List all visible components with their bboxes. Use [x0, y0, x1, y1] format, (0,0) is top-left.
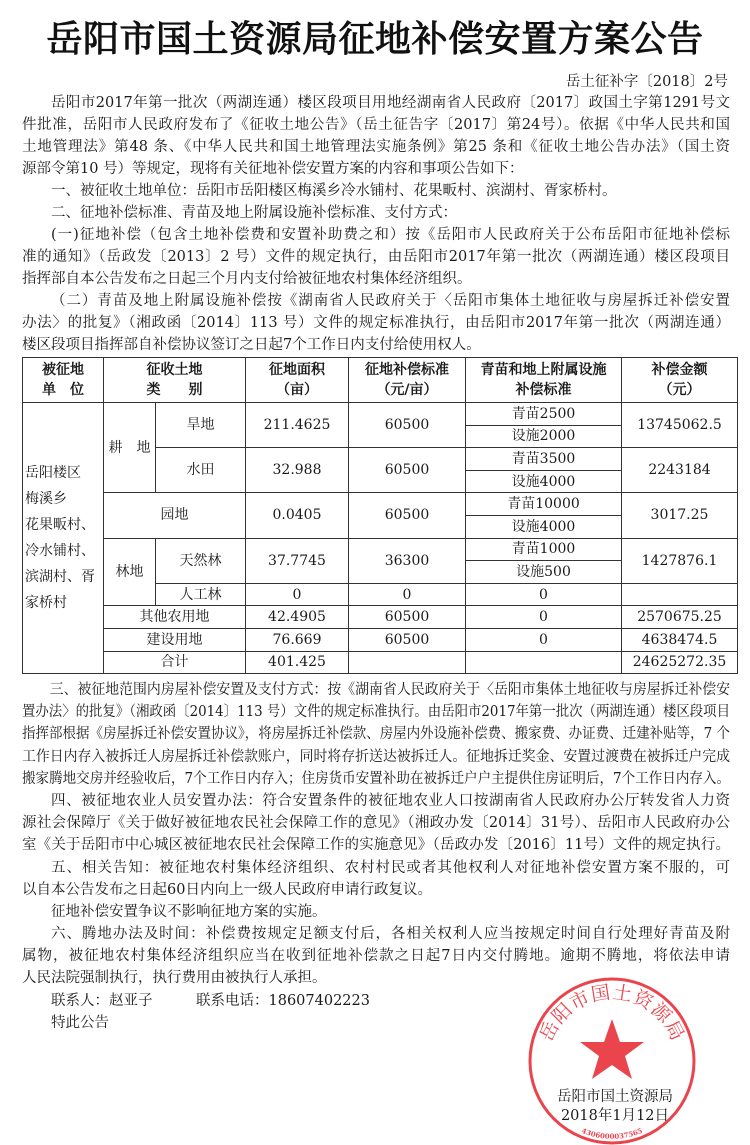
table-row	[23, 606, 738, 629]
text-line: 联系人：赵亚子 联系电话：18607402223	[51, 992, 370, 1009]
header-area: 征地面积 （亩）	[246, 358, 349, 403]
seal-code: 4306000037565	[580, 1126, 644, 1141]
page-title: 岳阳市国土资源局征地补偿安置方案公告	[46, 18, 704, 60]
land-type-cell: 旱地	[156, 403, 246, 448]
area-cell: 32.988	[246, 448, 349, 493]
land-type-cell: 建设用地	[104, 628, 246, 651]
header-land-type: 征收土地 类 别	[104, 358, 246, 403]
total-label: 合计	[104, 651, 246, 674]
amount-cell: 13745062.5	[622, 403, 738, 448]
text-line: 一、被征收土地单位：岳阳市岳阳楼区梅溪乡冷水铺村、花果畈村、滨湖村、胥家桥村。	[51, 183, 617, 199]
land-type-cell: 水田	[156, 448, 246, 493]
area-cell: 0	[246, 583, 349, 606]
compensation-table	[22, 357, 738, 674]
signature-date: 2018年1月12日	[560, 1108, 670, 1124]
header-standard: 征地补偿标准 （元/亩）	[349, 358, 466, 403]
text-line: 准的通知》（岳政发〔2013〕2 号）文件的规定执行，由岳阳市2017年第一批次（两湖连通）楼区段项目	[22, 249, 730, 265]
area-cell: 211.4625	[246, 403, 349, 448]
text-line: 特此公告	[51, 1014, 109, 1031]
header-amount: 补偿金额 （元）	[622, 358, 738, 403]
text-line: 征地补偿安置争议不影响征地方案的实施。	[51, 903, 327, 920]
text-line: 室《关于岳阳市中心城区被征地农民社会保障工作的实施意见》（岳政办发〔2016〕11号）文件的规定执行。	[22, 837, 730, 854]
text-line: 指挥部根据《房屋拆迁补偿安置协议》，将房屋拆迁补偿款、房屋内外设施补偿费、搬家费、办证费、迁建补贴等，7 个	[22, 726, 730, 743]
crops-cell: 0	[466, 606, 622, 629]
text-line: 三、被征地范围内房屋补偿安置及支付方式：按《湖南省人民政府关于〈岳阳市集体土地征收与房屋拆迁补偿安	[49, 682, 730, 698]
signature-block	[540, 1088, 690, 1126]
amount-cell: 2243184	[622, 448, 738, 493]
land-type-cell: 其他农用地	[104, 606, 246, 629]
group-forest: 林地	[104, 538, 156, 606]
amount-cell: 3017.25	[622, 493, 738, 538]
table-row	[23, 403, 738, 426]
header-unit: 被征地 单 位	[23, 358, 104, 403]
text-line: 指挥部自本公告发布之日起三个月内支付给被征地农村集体经济组织。	[22, 271, 472, 287]
text-line: （二）青苗及地上附属设施补偿按《湖南省人民政府关于〈岳阳市集体土地征收与房屋拆迁补偿安置	[51, 293, 730, 309]
text-line: 楼区段项目指挥部自补偿协议签订之日起7个工作日内支付给使用权人。	[22, 337, 481, 353]
area-cell: 0.0405	[246, 493, 349, 538]
amount-cell	[622, 583, 738, 606]
standard-cell: 60500	[349, 606, 466, 629]
text-line: 以自本公告发布之日起60日内向上一级人民政府申请行政复议。	[22, 881, 432, 898]
crops-cell	[466, 651, 622, 674]
text-line: 土地管理法》第48 条、《中华人民共和国土地管理法实施条例》第25 条和《征收土地公告办法》（国土资	[22, 139, 730, 155]
table-total-row	[23, 651, 738, 674]
seal-star-icon	[580, 1019, 644, 1079]
standard-cell: 60500	[349, 448, 466, 493]
crops-cell: 青苗1000	[466, 538, 622, 561]
amount-cell: 2570675.25	[622, 606, 738, 629]
crops-cell: 青苗2500	[466, 403, 622, 426]
standard-cell: 60500	[349, 403, 466, 448]
group-cultivated: 耕 地	[104, 403, 156, 493]
total-area: 401.425	[246, 651, 349, 674]
text-line: (一)征地补偿（包含土地补偿费和安置补助费之和）按《岳阳市人民政府关于公布岳阳市征地补偿标	[51, 227, 730, 243]
facility-cell: 设施4000	[466, 470, 622, 493]
amount-cell: 1427876.1	[622, 538, 738, 583]
text-line: 办法〉的批复》（湘政函〔2014〕113 号）文件的规定标准执行，由岳阳市2017年第一批次（两湖连通）	[22, 315, 730, 331]
body-section-1	[22, 92, 730, 356]
amount-cell: 4638474.5	[622, 628, 738, 651]
text-line: 件批准，岳阳市人民政府发布了《征收土地公告》（岳土征告字〔2017〕第24号）。依据《中华人民共和国	[22, 117, 730, 133]
crops-cell: 0	[466, 583, 622, 606]
crops-cell: 0	[466, 628, 622, 651]
land-type-cell: 天然林	[156, 538, 246, 583]
text-line: 六、腾地办法及时间：补偿费按规定足额支付后，各相关权利人应当按规定时间自行处理好青苗及附	[51, 926, 730, 943]
table-row	[23, 493, 738, 516]
text-line: 五、相关告知：被征地农村集体经济组织、农村村民或者其他权利人对征地补偿安置方案不服的，可	[51, 859, 730, 876]
standard-cell: 60500	[349, 493, 466, 538]
table-row	[23, 538, 738, 561]
text-line: 岳阳市2017年第一批次（两湖连通）楼区段项目用地经湖南省人民政府〔2017〕政国土字第1291号文	[51, 95, 730, 111]
standard-cell: 0	[349, 583, 466, 606]
land-type-cell: 人工林	[156, 583, 246, 606]
crops-cell: 青苗3500	[466, 448, 622, 471]
facility-cell: 设施4000	[466, 515, 622, 538]
unit-cell: 岳阳楼区 梅溪乡 花果畈村、 冷水铺村、 滨湖村、胥 家桥村	[23, 403, 104, 674]
document-number: 岳土征补字〔2018〕2号	[565, 74, 728, 90]
standard-cell	[349, 651, 466, 674]
area-cell: 37.7745	[246, 538, 349, 583]
table-row	[23, 628, 738, 651]
text-line: 搬家腾地交房并经验收后，7个工作日内存入；住房货币安置补助在被拆迁户户主提供住房证明后，7个工作日内存入。	[22, 770, 730, 787]
area-cell: 76.669	[246, 628, 349, 651]
text-line: 属物，被征地农村集体经济组织应当在收到征地补偿款之日起7日内交付腾地。逾期不腾地，将依法申请	[22, 948, 730, 965]
text-line: 人民法院强制执行，执行费用由被执行人承担。	[22, 970, 327, 987]
total-amount: 24625272.35	[622, 651, 738, 674]
header-crops-standard: 青苗和地上附属设施 补偿标准	[466, 358, 622, 403]
area-cell: 42.4905	[246, 606, 349, 629]
crops-cell: 青苗10000	[466, 493, 622, 516]
seal-ring-text: 岳阳市国土资源局	[535, 981, 689, 1045]
facility-cell: 设施2000	[466, 425, 622, 448]
text-line: 源部令第10 号）等规定，现将有关征地补偿安置方案的内容和事项公告如下：	[22, 161, 524, 177]
text-line: 二、征地补偿标准、青苗及地上附属设施补偿标准、支付方式：	[51, 205, 457, 221]
text-line: 四、被征地农业人员安置办法：符合安置条件的被征地农业人口按湖南省人民政府办公厅转发省人力资	[51, 792, 730, 809]
text-line: 工作日内存入被拆迁人房屋拆迁补偿款账户，同时将存折送达被拆迁人。征地拆迁奖金、安置过渡费在被拆迁户完成	[22, 748, 730, 765]
standard-cell: 36300	[349, 538, 466, 583]
standard-cell: 60500	[349, 628, 466, 651]
text-line: 置办法〉的批复》（湘政函〔2014〕113 号）文件的规定标准执行。由岳阳市2017年第一批次（两湖连通）楼区段项目	[22, 704, 730, 721]
facility-cell: 设施500	[466, 561, 622, 584]
text-line: 源社会保障厅《关于做好被征地农民社会保障工作的意见》（湘政办发〔2014〕31号）、岳阳市人民政府办公	[22, 815, 730, 832]
signature-org: 岳阳市国土资源局	[557, 1089, 673, 1105]
land-type-cell: 园地	[104, 493, 246, 538]
table-header-row	[23, 358, 738, 403]
